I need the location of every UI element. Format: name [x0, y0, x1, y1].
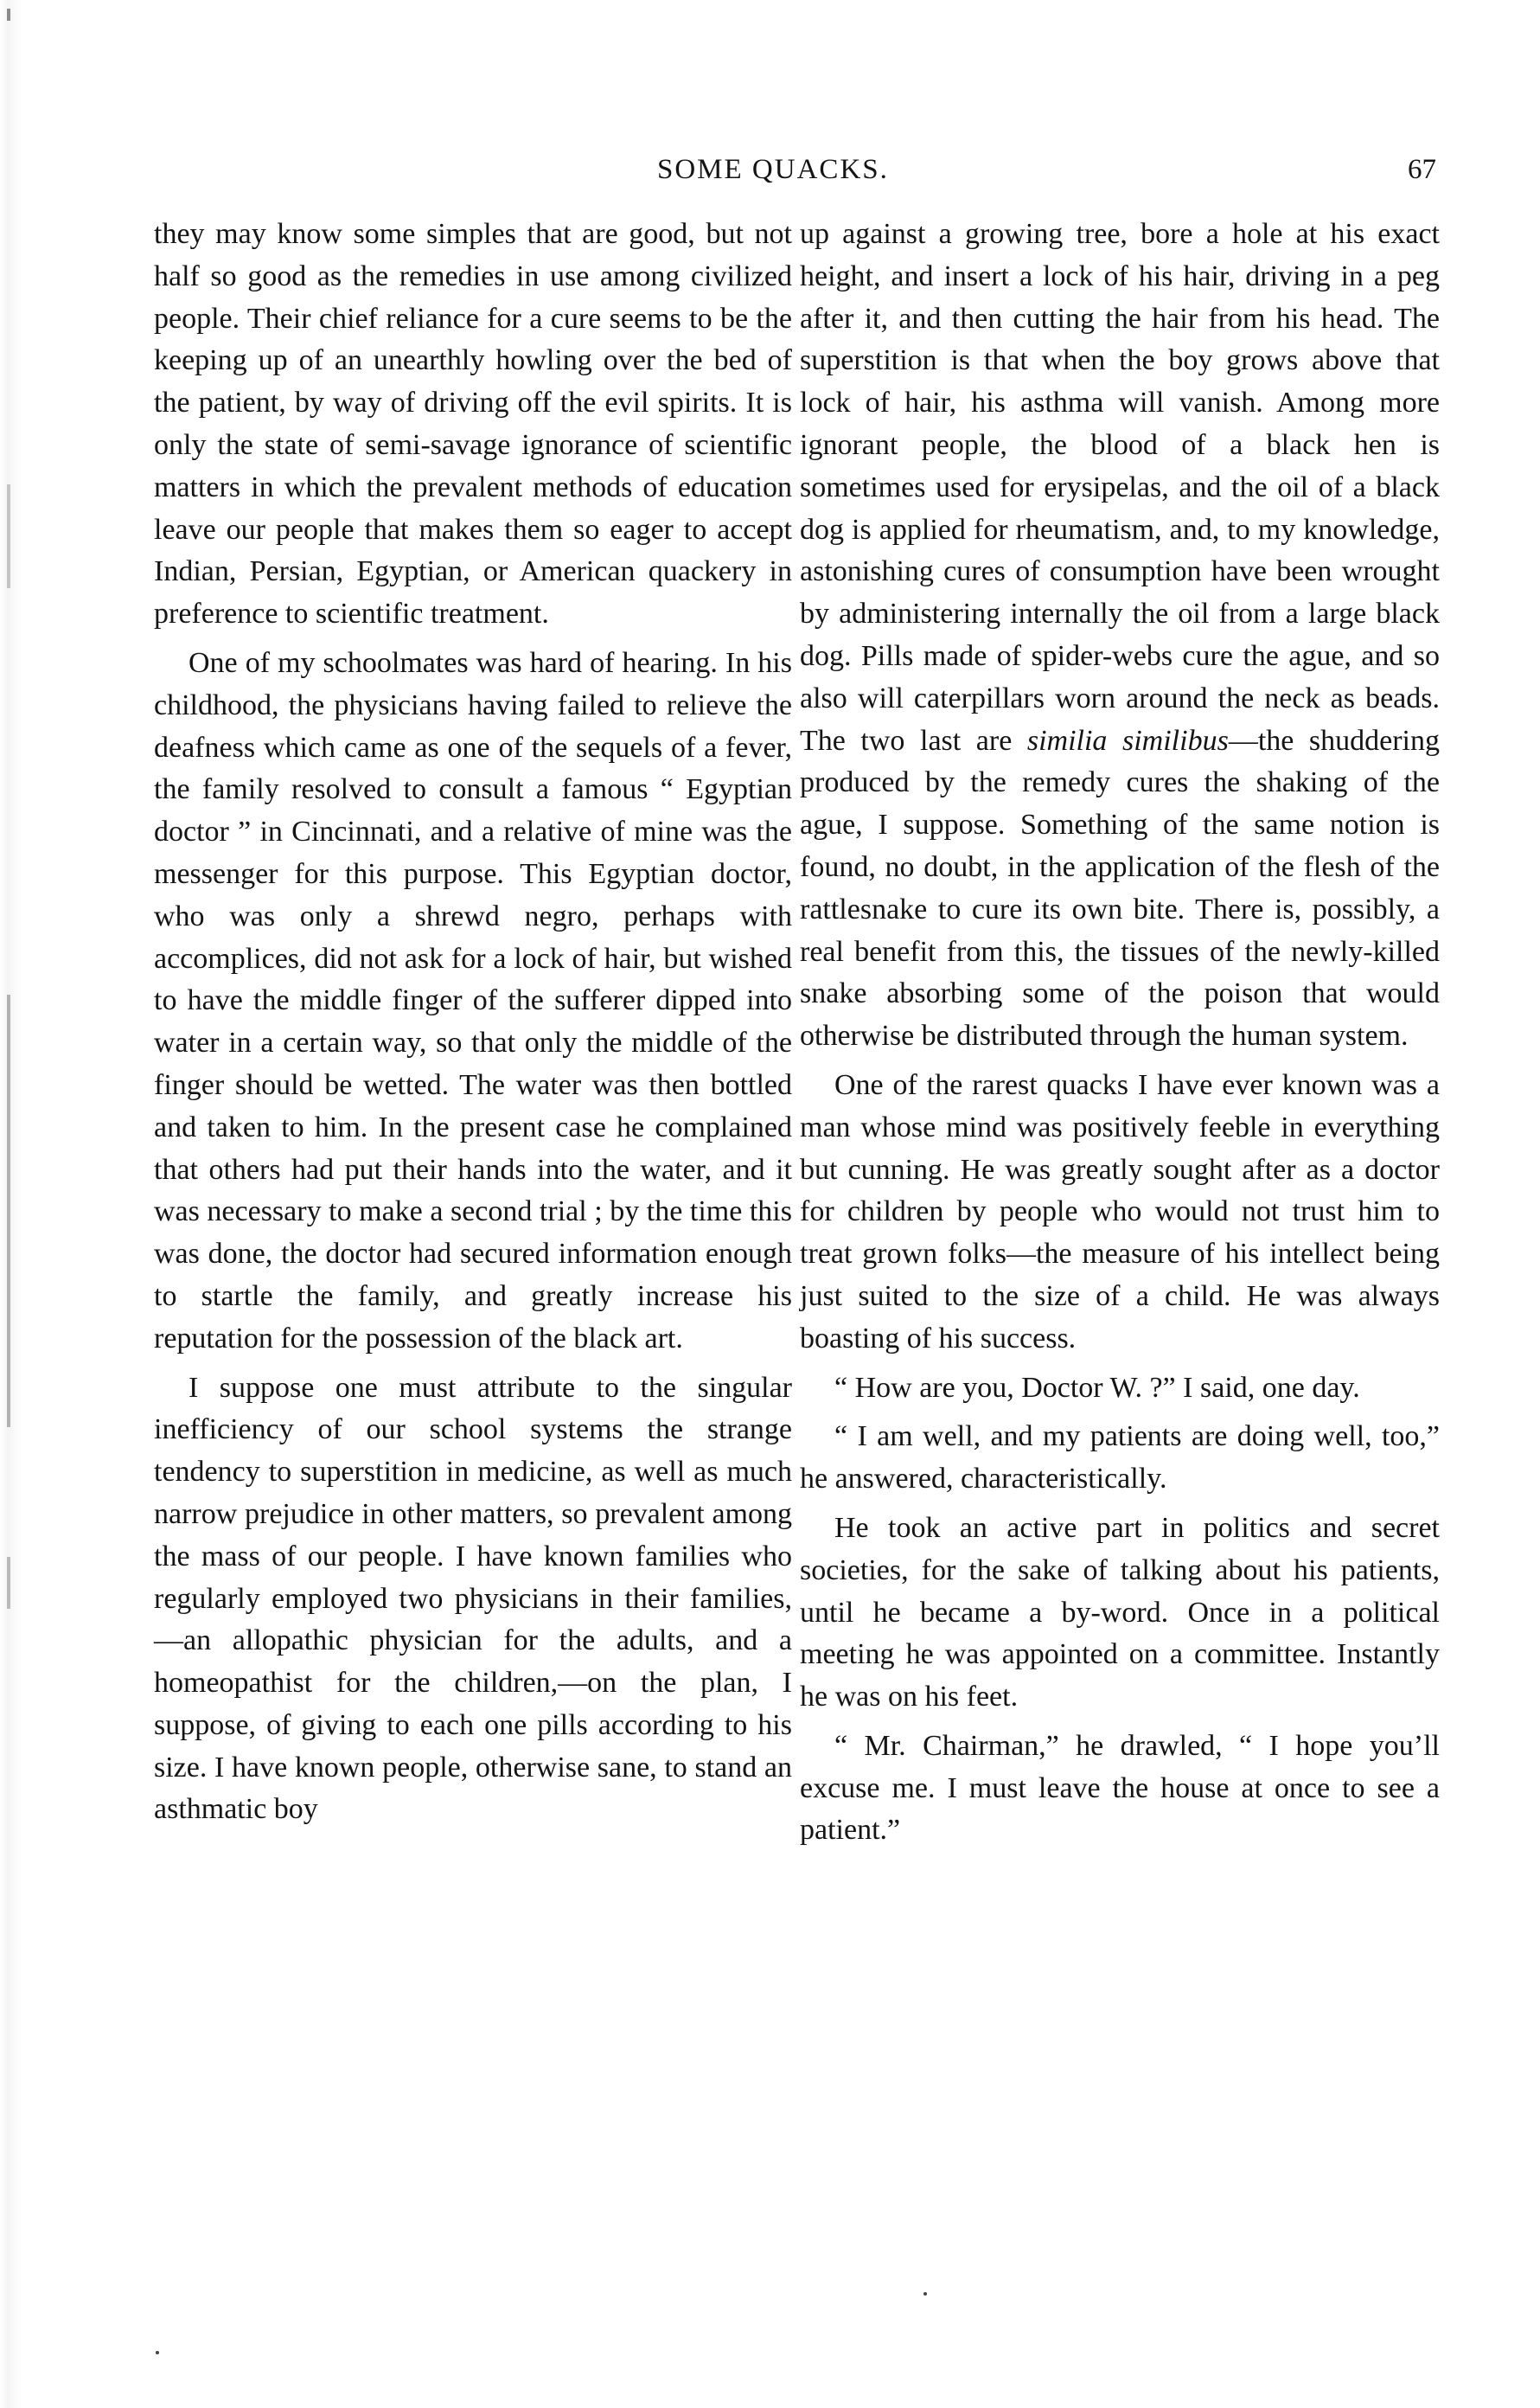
paragraph-text: up against a growing tree, bore a hole at his exact height, and insert a lock of his hair, driving in a peg after it, and then cutting the hair from his head. The superstition is that when the boy grows above that lock of hair, his asthma will vanish. Among more ignorant people, the blood of a black hen is sometimes used for erysipelas, and the oil of a black dog is applied for rheumatism, and, to my knowledge, astonishing cures of consumption have been wrought by administering internally the oil from a large black dog. Pills made of spider-webs cure the ague, and so also will caterpillars worn around the neck as beads. The two last are: [800, 218, 1440, 757]
paragraph: One of my schoolmates was hard of hearing. In his childhood, the physicians having failed to relieve the deafness which came as one of the sequels of a fever, the family resolved to consult a famous “ Egyptian doctor ” in Cincinnati, and a relative of mine was the messenger for this purpose. This Egyptian doctor, who was only a shrewd negro, perhaps with accomplices, did not ask for a lock of hair, but wished to have the middle finger of the sufferer dipped into water in a certain way, so that only the middle of the finger should be wetted. The water was then bottled and taken to him. In the present case he complained that others had put their hands into the water, and it was necessary to make a second trial ; by the time this was done, the doctor had secured information enough to startle the family, and greatly increase his reputation for the possession of the black art.: [154, 646, 792, 1354]
binding-mark: [7, 9, 10, 21]
paragraph-text: —the shuddering produced by the remedy cures the shaking of the ague, I suppose. Something of the same notion is found, no doubt, in the application of the flesh of the rattlesnake to cure its own bite. There is, possibly, a real benefit from this, the tissues of the newly-killed snake absorbing some of the poison that would otherwise be distributed through the human system.: [800, 724, 1441, 1053]
binding-mark: [7, 1557, 10, 1609]
left-column: [154, 214, 792, 1838]
paragraph: One of the rarest quacks I have ever known was a man whose mind was positively feeble in everything but cunning. He was greatly sought after as a doctor for children by people who would not trust him to treat grown folks—the measure of his intellect being just suited to the size of a child. He was always boasting of his success.: [800, 1068, 1440, 1354]
binding-mark: [7, 484, 10, 588]
paragraph: I suppose one must attribute to the singular inefficiency of our school systems the strange tendency to superstition in medicine, as well as much narrow prejudice in other matters, so prevalent among the mass of our people. I have known families who regularly employed two physicians in their families,—an allopathic physician for the adults, and a homeopathist for the children,—on the plan, I suppose, of giving to each one pills according to his size. I have known people, otherwise sane, to stand an asthmatic boy: [154, 1371, 792, 1826]
ink-speck: [923, 2292, 927, 2296]
binding-mark: [7, 995, 10, 1427]
paragraph: “ I am well, and my patients are doing well, too,” he answered, characteristically.: [800, 1420, 1440, 1495]
page-number: 67: [1408, 154, 1436, 185]
paragraph: [800, 214, 1440, 1058]
latin-phrase: similia similibus: [1026, 724, 1229, 757]
page-header: [0, 154, 1540, 195]
right-column: [800, 214, 1440, 1859]
paragraph: He took an active part in politics and secret societies, for the sake of talking about his patients, until he became a by-word. Once in a political meeting he was appointed on a committee. Instantly he was on his feet.: [800, 1511, 1440, 1713]
paragraph: “ Mr. Chairman,” he drawled, “ I hope you’ll excuse me. I must leave the house at once to see a patient.”: [800, 1729, 1440, 1847]
scanned-binding-edge: [0, 0, 22, 2408]
ink-speck: [156, 2351, 159, 2354]
running-head: SOME QUACKS.: [657, 154, 889, 185]
paragraph: they may know some simples that are good, but not half so good as the remedies in use among civilized people. Their chief reliance for a cure seems to be the keeping up of an unearthly howling over the bed of the patient, by way of driving off the evil spirits. It is only the state of semi-savage ignorance of scientific matters in which the prevalent methods of education leave our people that makes them so eager to accept Indian, Persian, Egyptian, or American quackery in preference to scientific treatment.: [154, 218, 792, 631]
paragraph: “ How are you, Doctor W. ?” I said, one day.: [834, 1371, 1360, 1404]
